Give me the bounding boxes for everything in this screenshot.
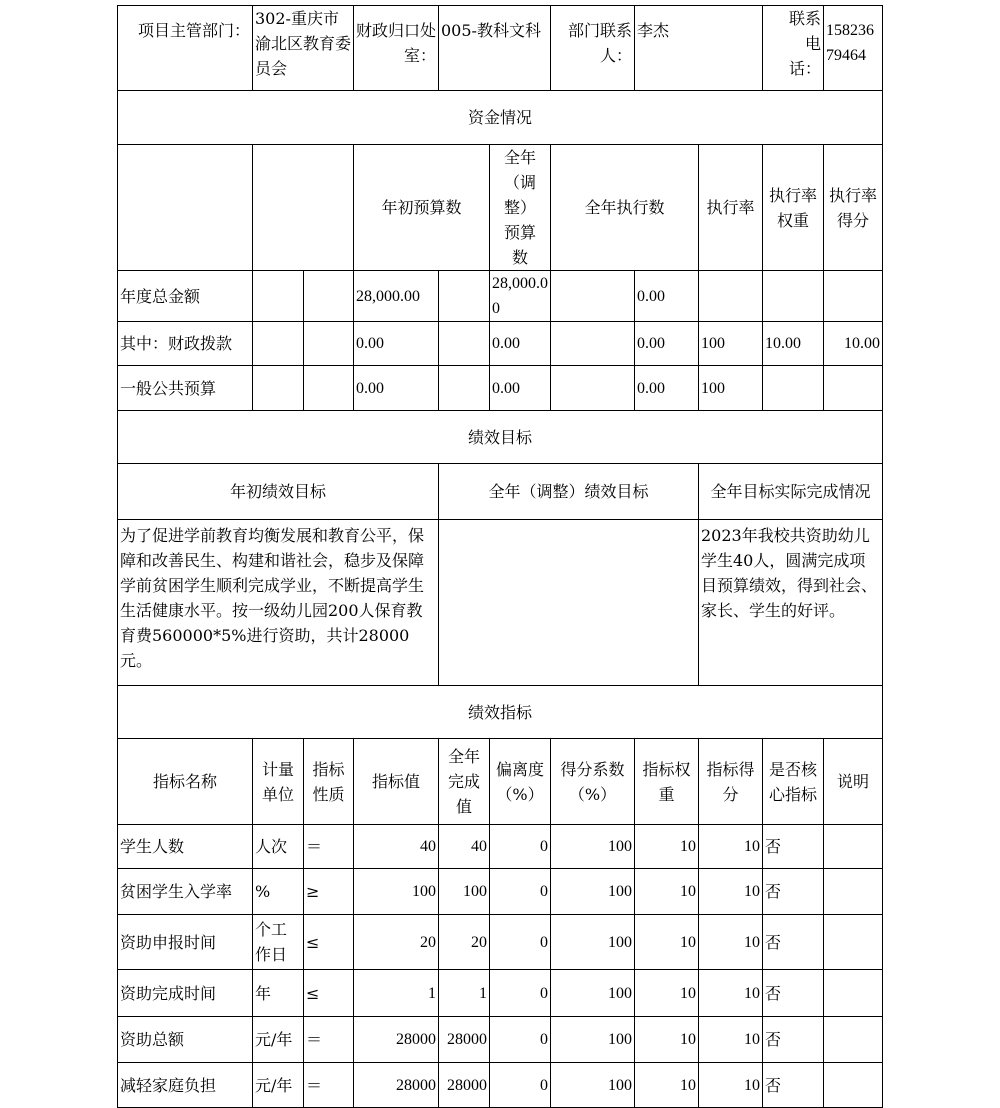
funds-score <box>824 366 883 411</box>
indicator-row <box>118 1063 883 1108</box>
indicator-row <box>118 1017 883 1063</box>
ind-nature: ≥ <box>304 869 354 915</box>
funds-row <box>118 366 883 411</box>
ind-weight: 10 <box>635 1063 699 1108</box>
ind-unit: % <box>253 869 304 915</box>
funds-initial: 28,000.00 <box>354 271 439 322</box>
ind-core: 否 <box>763 825 824 869</box>
phone-label: 联系电话： <box>763 6 824 91</box>
ind-note <box>824 1063 883 1108</box>
goals-initial-text: 为了促进学前教育均衡发展和教育公平，保障和改善民生、构建和谐社会，稳步及保障学前贫困学生顺利完成学业，不断提高学生生活健康水平。按一级幼儿园200人保育教育费560000*5%进行资助，共计28000元。 <box>118 520 439 686</box>
ind-coef: 100 <box>551 825 635 869</box>
ind-unit: 元/年 <box>253 1063 304 1108</box>
ind-target: 100 <box>354 869 439 915</box>
ind-actual: 28000 <box>439 1063 490 1108</box>
ind-weight: 10 <box>635 1017 699 1063</box>
finance-value: 005-教科文科 <box>439 6 551 91</box>
funds-executed: 0.00 <box>635 322 699 366</box>
funds-col-executed: 全年执行数 <box>551 145 699 271</box>
ind-core: 否 <box>763 1063 824 1108</box>
ind-target: 1 <box>354 970 439 1017</box>
funds-executed: 0.00 <box>635 271 699 322</box>
ind-col-nature: 指标性质 <box>304 739 354 825</box>
ind-deviation: 0 <box>490 825 551 869</box>
ind-actual: 100 <box>439 869 490 915</box>
ind-col-actual: 全年完成值 <box>439 739 490 825</box>
funds-row <box>118 322 883 366</box>
ind-core: 否 <box>763 970 824 1017</box>
finance-label: 财政归口处室： <box>354 6 439 91</box>
ind-note <box>824 869 883 915</box>
ind-coef: 100 <box>551 915 635 970</box>
ind-core: 否 <box>763 1017 824 1063</box>
dept-value: 302-重庆市渝北区教育委员会 <box>253 6 354 91</box>
ind-note <box>824 825 883 869</box>
goals-content-row <box>118 520 883 686</box>
funds-col-adjusted: 全年（调整）预算数 <box>490 145 551 271</box>
funds-row-label: 其中：财政拨款 <box>118 322 253 366</box>
indicator-row <box>118 915 883 970</box>
ind-weight: 10 <box>635 915 699 970</box>
ind-deviation: 0 <box>490 869 551 915</box>
ind-actual: 1 <box>439 970 490 1017</box>
ind-weight: 10 <box>635 825 699 869</box>
indicators-header-row <box>118 739 883 825</box>
goals-section-title: 绩效目标 <box>118 411 883 464</box>
ind-nature: ＝ <box>304 1017 354 1063</box>
funds-col-rate: 执行率 <box>699 145 763 271</box>
ind-name: 学生人数 <box>118 825 253 869</box>
funds-score: 10.00 <box>824 322 883 366</box>
ind-col-weight: 指标权重 <box>635 739 699 825</box>
ind-col-score: 指标得分 <box>699 739 763 825</box>
ind-unit: 个工作日 <box>253 915 304 970</box>
performance-table <box>117 5 883 1108</box>
funds-initial: 0.00 <box>354 322 439 366</box>
phone-value: 15823679464 <box>824 6 883 91</box>
funds-row-label: 年度总金额 <box>118 271 253 322</box>
contact-label: 部门联系人： <box>551 6 635 91</box>
funds-rate: 100 <box>699 366 763 411</box>
ind-note <box>824 915 883 970</box>
indicator-row <box>118 869 883 915</box>
ind-name: 资助申报时间 <box>118 915 253 970</box>
funds-rate <box>699 271 763 322</box>
funds-col-score: 执行率得分 <box>824 145 883 271</box>
ind-score: 10 <box>699 1017 763 1063</box>
dept-label: 项目主管部门： <box>118 6 253 91</box>
ind-deviation: 0 <box>490 1017 551 1063</box>
ind-deviation: 0 <box>490 1063 551 1108</box>
funds-adjusted: 28,000.00 <box>490 271 551 322</box>
ind-score: 10 <box>699 915 763 970</box>
ind-col-unit: 计量单位 <box>253 739 304 825</box>
funds-executed: 0.00 <box>635 366 699 411</box>
ind-unit: 年 <box>253 970 304 1017</box>
funds-weight <box>763 271 824 322</box>
ind-score: 10 <box>699 1063 763 1108</box>
ind-col-coef: 得分系数（%） <box>551 739 635 825</box>
ind-name: 贫困学生入学率 <box>118 869 253 915</box>
funds-initial: 0.00 <box>354 366 439 411</box>
funds-adjusted: 0.00 <box>490 322 551 366</box>
ind-deviation: 0 <box>490 915 551 970</box>
ind-col-note: 说明 <box>824 739 883 825</box>
funds-row <box>118 271 883 322</box>
ind-score: 10 <box>699 970 763 1017</box>
funds-col-weight: 执行率权重 <box>763 145 824 271</box>
ind-target: 40 <box>354 825 439 869</box>
ind-unit: 元/年 <box>253 1017 304 1063</box>
funds-weight: 10.00 <box>763 322 824 366</box>
funds-score <box>824 271 883 322</box>
ind-actual: 20 <box>439 915 490 970</box>
goals-actual-text: 2023年我校共资助幼儿学生40人，圆满完成项目预算绩效，得到社会、家长、学生的好评。 <box>699 520 883 686</box>
ind-score: 10 <box>699 869 763 915</box>
indicator-row <box>118 825 883 869</box>
ind-col-name: 指标名称 <box>118 739 253 825</box>
funds-header-row <box>118 145 883 271</box>
goals-col-actual: 全年目标实际完成情况 <box>699 464 883 520</box>
ind-score: 10 <box>699 825 763 869</box>
indicator-row <box>118 970 883 1017</box>
ind-col-core: 是否核心指标 <box>763 739 824 825</box>
ind-actual: 28000 <box>439 1017 490 1063</box>
ind-target: 28000 <box>354 1063 439 1108</box>
funds-section-title: 资金情况 <box>118 91 883 145</box>
funds-adjusted: 0.00 <box>490 366 551 411</box>
ind-name: 减轻家庭负担 <box>118 1063 253 1108</box>
ind-note <box>824 970 883 1017</box>
ind-coef: 100 <box>551 1017 635 1063</box>
ind-coef: 100 <box>551 1063 635 1108</box>
funds-col-initial: 年初预算数 <box>354 145 490 271</box>
funds-rate: 100 <box>699 322 763 366</box>
ind-name: 资助总额 <box>118 1017 253 1063</box>
ind-actual: 40 <box>439 825 490 869</box>
ind-nature: ≤ <box>304 915 354 970</box>
goals-col-adjusted: 全年（调整）绩效目标 <box>439 464 699 520</box>
goals-header-row <box>118 464 883 520</box>
goals-col-initial: 年初绩效目标 <box>118 464 439 520</box>
ind-note <box>824 1017 883 1063</box>
ind-nature: ＝ <box>304 825 354 869</box>
ind-core: 否 <box>763 869 824 915</box>
funds-row-label: 一般公共预算 <box>118 366 253 411</box>
ind-nature: ≤ <box>304 970 354 1017</box>
header-row <box>118 6 883 91</box>
ind-target: 28000 <box>354 1017 439 1063</box>
indicators-section-title: 绩效指标 <box>118 686 883 739</box>
ind-weight: 10 <box>635 869 699 915</box>
contact-value: 李杰 <box>635 6 763 91</box>
ind-coef: 100 <box>551 869 635 915</box>
funds-weight <box>763 366 824 411</box>
ind-col-deviation: 偏离度（%） <box>490 739 551 825</box>
ind-core: 否 <box>763 915 824 970</box>
ind-nature: ＝ <box>304 1063 354 1108</box>
ind-col-target: 指标值 <box>354 739 439 825</box>
ind-coef: 100 <box>551 970 635 1017</box>
ind-unit: 人次 <box>253 825 304 869</box>
ind-name: 资助完成时间 <box>118 970 253 1017</box>
ind-weight: 10 <box>635 970 699 1017</box>
goals-adjusted-text <box>439 520 699 686</box>
ind-deviation: 0 <box>490 970 551 1017</box>
ind-target: 20 <box>354 915 439 970</box>
